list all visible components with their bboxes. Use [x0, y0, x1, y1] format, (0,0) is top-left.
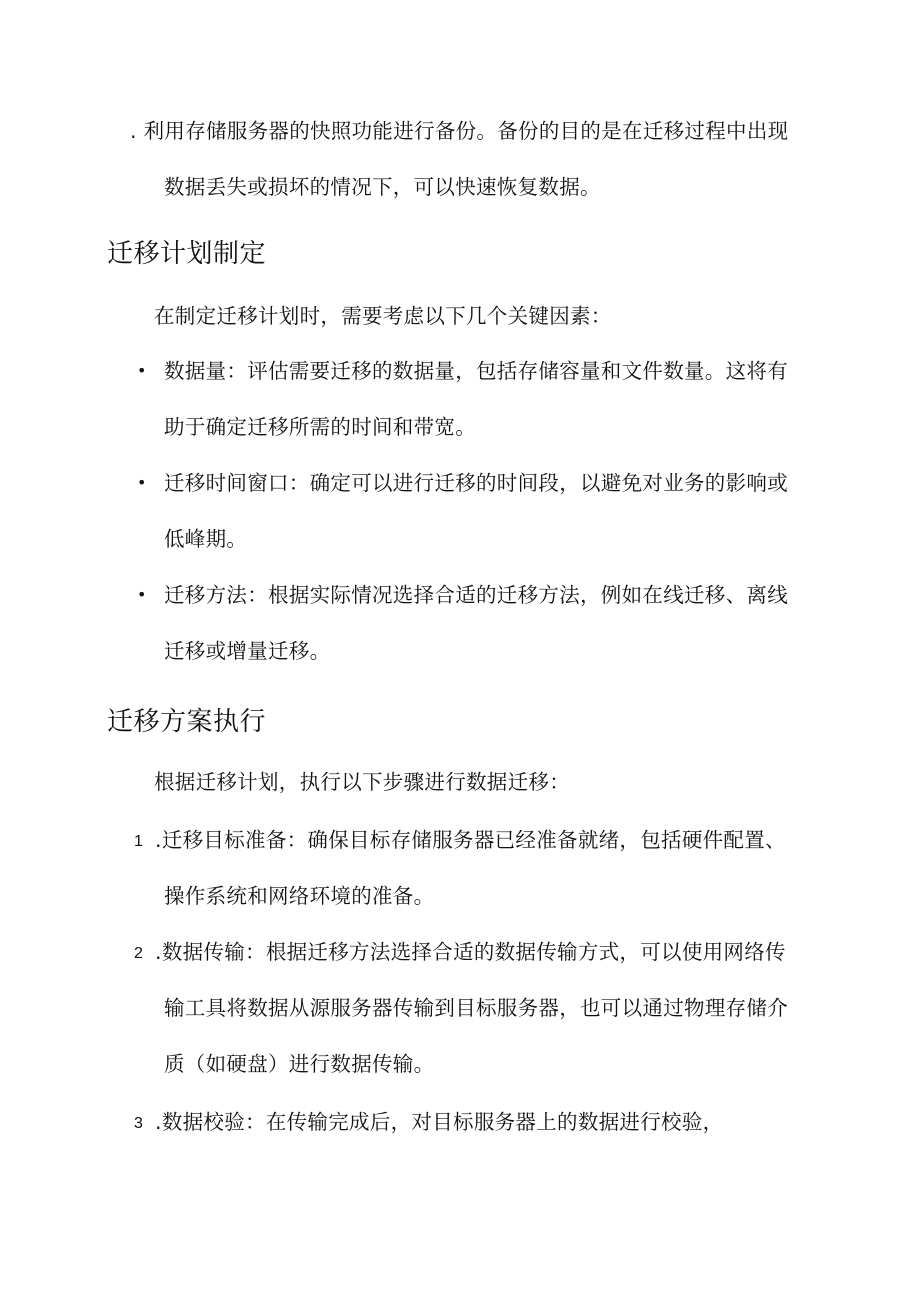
- step-line: .数据校验：在传输完成后，对目标服务器上的数据进行校验，: [155, 1110, 724, 1134]
- section-heading-exec: 迁移方案执行: [107, 707, 267, 737]
- section-exec-lead: 根据迁移计划，执行以下步骤进行数据迁移：: [154, 770, 570, 794]
- section-plan-lead: 在制定迁移计划时，需要考虑以下几个关键因素：: [154, 304, 612, 328]
- bullet-marker: •: [137, 473, 147, 492]
- step-number: 2: [134, 945, 143, 962]
- bullet-item-line: 数据量：评估需要迁移的数据量，包括存储容量和文件数量。这将有: [164, 359, 788, 383]
- bullet-marker: •: [137, 585, 147, 604]
- bullet-item-line: 迁移时间窗口：确定可以进行迁移的时间段，以避免对业务的影响或: [164, 471, 788, 495]
- step-line: 操作系统和网络环境的准备。: [164, 884, 435, 908]
- bullet-item-line: 迁移或增量迁移。: [164, 639, 331, 663]
- section-heading-plan: 迁移计划制定: [107, 239, 267, 269]
- step-line: 输工具将数据从源服务器传输到目标服务器，也可以通过物理存储介: [164, 996, 788, 1020]
- step-line: .数据传输：根据迁移方法选择合适的数据传输方式，可以使用网络传: [155, 940, 786, 964]
- intro-line-1: . 利用存储服务器的快照功能进行备份。备份的目的是在迁移过程中出现: [130, 119, 789, 143]
- step-line: .迁移目标准备：确保目标存储服务器已经准备就绪，包括硬件配置、: [155, 828, 786, 852]
- bullet-item-line: 低峰期。: [164, 527, 248, 551]
- bullet-marker: •: [137, 361, 147, 380]
- step-number: 1: [134, 833, 143, 850]
- bullet-item-line: 迁移方法：根据实际情况选择合适的迁移方法，例如在线迁移、离线: [164, 583, 788, 607]
- intro-line-2: 数据丢失或损坏的情况下，可以快速恢复数据。: [164, 175, 601, 199]
- step-number: 3: [134, 1115, 143, 1132]
- bullet-item-line: 助于确定迁移所需的时间和带宽。: [164, 415, 476, 439]
- step-line: 质（如硬盘）进行数据传输。: [164, 1052, 435, 1076]
